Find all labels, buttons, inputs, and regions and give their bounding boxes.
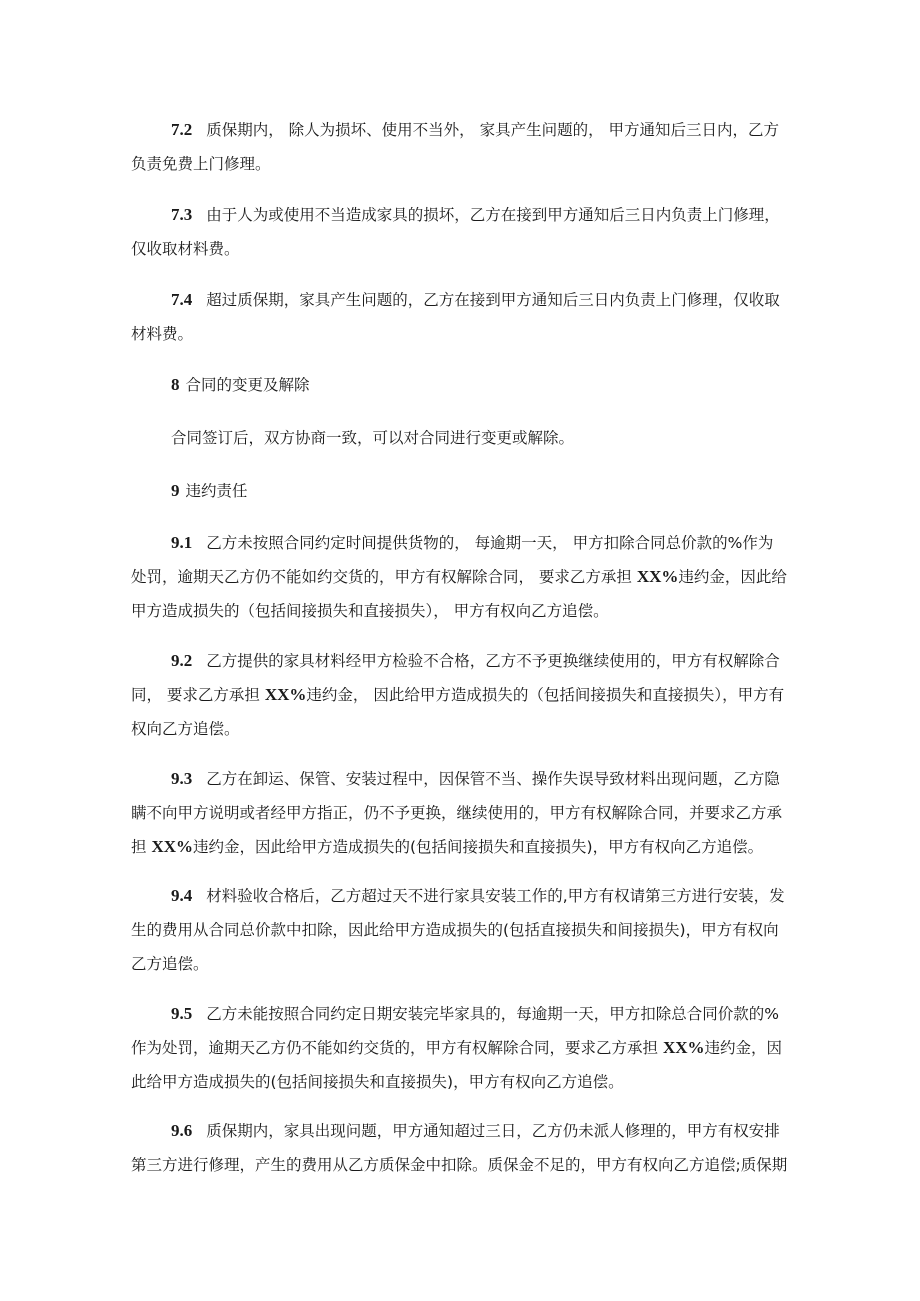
clause-9-2-line-2: 同， 要求乙方承担 XX%违约金， 因此给甲方造成损失的（包括间接损失和直接损失），甲方有	[131, 685, 785, 704]
clause-9-2-line-3: 权向乙方追偿。	[131, 720, 240, 738]
clause-number: 9.4	[171, 886, 193, 905]
clause-9-5-line-3: 此给甲方造成损失的(包括间接损失和直接损失)，甲方有权向乙方追偿。	[131, 1073, 624, 1091]
clause-9-5	[131, 997, 791, 1099]
penalty-rate: XX%	[662, 1038, 705, 1057]
clause-text: 乙方在卸运、保管、安装过程中，因保管不当、操作失误导致材料出现问题，乙方隐	[206, 770, 780, 788]
clause-9-1-line-3: 甲方造成损失的（包括间接损失和直接损失）， 甲方有权向乙方追偿。	[131, 602, 609, 620]
clause-9-3-line-2: 瞒不向甲方说明或者经甲方指正，仍不予更换，继续使用的，甲方有权解除合同，并要求乙方承	[131, 804, 783, 822]
clause-9-1	[131, 526, 791, 628]
clause-text: 由于人为或使用不当造成家具的损坏，乙方在接到甲方通知后三日内负责上门修理，	[206, 206, 780, 224]
section-title: 违约责任	[185, 482, 248, 500]
clause-number: 9.6	[171, 1121, 193, 1140]
clause-number: 7.4	[171, 290, 193, 309]
section-number: 9	[171, 481, 180, 500]
clause-number: 9.1	[171, 533, 193, 552]
clause-7-2-line-1	[131, 113, 791, 147]
clause-9-2-line-1	[131, 644, 791, 678]
clause-number: 7.3	[171, 205, 193, 224]
clause-7-3-line-1	[131, 198, 791, 232]
section-8-body-text: 合同签订后，双方协商一致，可以对合同进行变更或解除。	[171, 429, 575, 447]
clause-9-6	[131, 1114, 791, 1182]
clause-number: 7.2	[171, 120, 193, 139]
clause-7-3	[131, 198, 791, 266]
clause-9-3-line-1	[131, 762, 791, 796]
clause-9-6-line-1	[131, 1114, 791, 1148]
clause-9-1-line-1	[131, 526, 791, 560]
clause-9-4-line-3: 乙方追偿。	[131, 955, 209, 973]
section-8-heading	[131, 368, 791, 402]
clause-number: 9.3	[171, 769, 193, 788]
clause-7-2	[131, 113, 791, 181]
clause-9-6-line-2: 第三方进行修理，产生的费用从乙方质保金中扣除。质保金不足的，甲方有权向乙方追偿;质保期	[131, 1156, 788, 1174]
clause-number: 9.2	[171, 651, 193, 670]
clause-text: 质保期内，家具出现问题，甲方通知超过三日，乙方仍未派人修理的，甲方有权安排	[206, 1122, 780, 1140]
penalty-rate: XX%	[151, 837, 193, 856]
clause-9-5-line-1	[131, 997, 791, 1031]
clause-9-3-line-3: 担 XX%违约金，因此给甲方造成损失的(包括间接损失和直接损失)，甲方有权向乙方追偿。	[131, 837, 764, 856]
penalty-rate: XX%	[636, 567, 679, 586]
clause-text: 乙方未能按照合同约定日期安装完毕家具的，每逾期一天，甲方扣除总合同价款的%	[206, 1005, 779, 1023]
clause-number: 9.5	[171, 1004, 193, 1023]
clause-7-4	[131, 283, 791, 351]
clause-9-5-line-2: 作为处罚，逾期天乙方仍不能如约交货的，甲方有权解除合同，要求乙方承担 XX%违约金，因	[131, 1038, 783, 1057]
section-number: 8	[171, 375, 180, 394]
clause-text: 材料验收合格后，乙方超过天不进行家具安装工作的,甲方有权请第三方进行安装，发	[206, 887, 785, 905]
penalty-rate: XX%	[264, 685, 307, 704]
clause-text: 质保期内， 除人为损坏、使用不当外， 家具产生问题的， 甲方通知后三日内，乙方	[206, 121, 780, 139]
clause-9-4-line-2: 生的费用从合同总价款中扣除，因此给甲方造成损失的(包括直接损失和间接损失)，甲方有权向	[131, 921, 779, 939]
clause-7-4-line-1	[131, 283, 791, 317]
clause-7-2-line-2: 负责免费上门修理。	[131, 155, 271, 173]
clause-9-4	[131, 879, 791, 981]
clause-7-4-line-2: 材料费。	[131, 325, 194, 343]
clause-text: 乙方未按照合同约定时间提供货物的， 每逾期一天， 甲方扣除合同总价款的%作为	[206, 534, 774, 552]
section-8-body	[131, 421, 791, 455]
clause-9-2	[131, 644, 791, 746]
clause-7-3-line-2: 仅收取材料费。	[131, 240, 240, 258]
clause-9-3	[131, 762, 791, 864]
section-9-heading	[131, 474, 791, 508]
section-title: 合同的变更及解除	[185, 376, 310, 394]
clause-text: 超过质保期，家具产生问题的，乙方在接到甲方通知后三日内负责上门修理，仅收取	[206, 291, 780, 309]
clause-9-4-line-1	[131, 879, 791, 913]
clause-text: 乙方提供的家具材料经甲方检验不合格，乙方不予更换继续使用的，甲方有权解除合	[206, 652, 780, 670]
clause-9-1-line-2: 处罚，逾期天乙方仍不能如约交货的，甲方有权解除合同， 要求乙方承担 XX%违约金，因此给	[131, 567, 787, 586]
